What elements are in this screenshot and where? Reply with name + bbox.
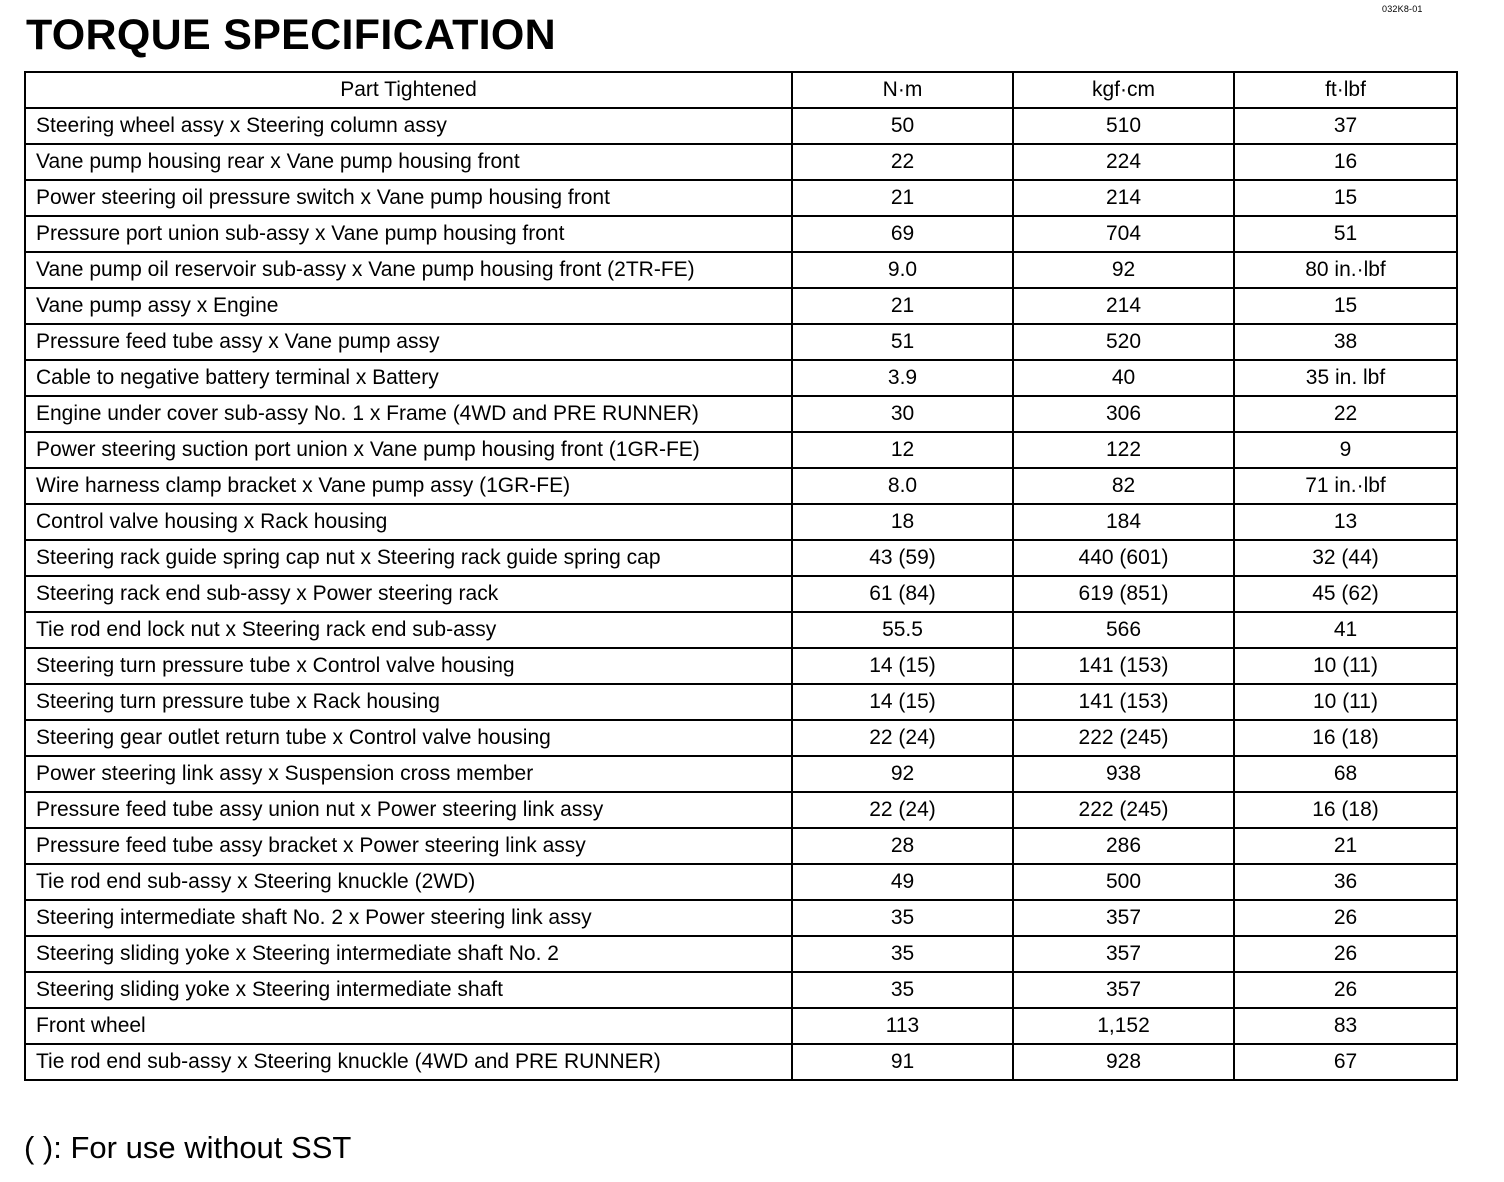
ft-lbf-cell: 38	[1234, 324, 1457, 360]
table-row	[25, 972, 1457, 1008]
kgf-cm-cell: 214	[1013, 288, 1234, 324]
table-row	[25, 756, 1457, 792]
nm-cell: 50	[792, 108, 1013, 144]
kgf-cm-cell: 40	[1013, 360, 1234, 396]
table-row	[25, 864, 1457, 900]
nm-cell: 21	[792, 180, 1013, 216]
ft-lbf-cell: 13	[1234, 504, 1457, 540]
part-tightened-cell: Tie rod end lock nut x Steering rack end sub-assy	[25, 612, 792, 648]
ft-lbf-cell: 67	[1234, 1044, 1457, 1080]
table-row	[25, 936, 1457, 972]
kgf-cm-cell: 224	[1013, 144, 1234, 180]
nm-cell: 91	[792, 1044, 1013, 1080]
ft-lbf-cell: 26	[1234, 936, 1457, 972]
part-tightened-cell: Steering sliding yoke x Steering intermediate shaft No. 2	[25, 936, 792, 972]
part-tightened-cell: Pressure feed tube assy bracket x Power steering link assy	[25, 828, 792, 864]
part-tightened-cell: Steering rack end sub-assy x Power steering rack	[25, 576, 792, 612]
table-row	[25, 396, 1457, 432]
part-tightened-cell: Power steering suction port union x Vane pump housing front (1GR-FE)	[25, 432, 792, 468]
table-body	[25, 108, 1457, 1080]
nm-cell: 113	[792, 1008, 1013, 1044]
kgf-cm-cell: 141 (153)	[1013, 648, 1234, 684]
part-tightened-cell: Steering turn pressure tube x Control valve housing	[25, 648, 792, 684]
nm-cell: 14 (15)	[792, 648, 1013, 684]
ft-lbf-cell: 10 (11)	[1234, 684, 1457, 720]
part-tightened-cell: Control valve housing x Rack housing	[25, 504, 792, 540]
part-tightened-cell: Tie rod end sub-assy x Steering knuckle (4WD and PRE RUNNER)	[25, 1044, 792, 1080]
part-tightened-cell: Pressure feed tube assy union nut x Power steering link assy	[25, 792, 792, 828]
kgf-cm-cell: 1,152	[1013, 1008, 1234, 1044]
table-row	[25, 360, 1457, 396]
table-row	[25, 684, 1457, 720]
kgf-cm-cell: 357	[1013, 900, 1234, 936]
ft-lbf-cell: 10 (11)	[1234, 648, 1457, 684]
ft-lbf-cell: 35 in. lbf	[1234, 360, 1457, 396]
nm-cell: 69	[792, 216, 1013, 252]
part-tightened-cell: Front wheel	[25, 1008, 792, 1044]
part-tightened-cell: Vane pump oil reservoir sub-assy x Vane pump housing front (2TR-FE)	[25, 252, 792, 288]
kgf-cm-cell: 122	[1013, 432, 1234, 468]
part-tightened-cell: Power steering link assy x Suspension cross member	[25, 756, 792, 792]
table-row	[25, 324, 1457, 360]
table-row	[25, 216, 1457, 252]
kgf-cm-cell: 440 (601)	[1013, 540, 1234, 576]
ft-lbf-cell: 68	[1234, 756, 1457, 792]
ft-lbf-cell: 15	[1234, 180, 1457, 216]
part-tightened-cell: Vane pump housing rear x Vane pump housing front	[25, 144, 792, 180]
part-tightened-cell: Wire harness clamp bracket x Vane pump assy (1GR-FE)	[25, 468, 792, 504]
header-part-tightened: Part Tightened	[25, 72, 792, 108]
table-row	[25, 540, 1457, 576]
table-row	[25, 1044, 1457, 1080]
table-row	[25, 288, 1457, 324]
nm-cell: 92	[792, 756, 1013, 792]
ft-lbf-cell: 26	[1234, 972, 1457, 1008]
header-kgf-cm: kgf·cm	[1013, 72, 1234, 108]
nm-cell: 22	[792, 144, 1013, 180]
kgf-cm-cell: 520	[1013, 324, 1234, 360]
ft-lbf-cell: 21	[1234, 828, 1457, 864]
table-row	[25, 612, 1457, 648]
table-row	[25, 792, 1457, 828]
nm-cell: 18	[792, 504, 1013, 540]
ft-lbf-cell: 15	[1234, 288, 1457, 324]
document-code: 032K8-01	[1382, 4, 1423, 14]
nm-cell: 43 (59)	[792, 540, 1013, 576]
nm-cell: 35	[792, 972, 1013, 1008]
nm-cell: 8.0	[792, 468, 1013, 504]
nm-cell: 28	[792, 828, 1013, 864]
part-tightened-cell: Steering rack guide spring cap nut x Steering rack guide spring cap	[25, 540, 792, 576]
kgf-cm-cell: 619 (851)	[1013, 576, 1234, 612]
table-row	[25, 468, 1457, 504]
nm-cell: 61 (84)	[792, 576, 1013, 612]
nm-cell: 14 (15)	[792, 684, 1013, 720]
ft-lbf-cell: 45 (62)	[1234, 576, 1457, 612]
nm-cell: 30	[792, 396, 1013, 432]
table-row	[25, 1008, 1457, 1044]
nm-cell: 12	[792, 432, 1013, 468]
kgf-cm-cell: 222 (245)	[1013, 720, 1234, 756]
part-tightened-cell: Pressure feed tube assy x Vane pump assy	[25, 324, 792, 360]
table-row	[25, 432, 1457, 468]
kgf-cm-cell: 222 (245)	[1013, 792, 1234, 828]
kgf-cm-cell: 82	[1013, 468, 1234, 504]
table-row	[25, 720, 1457, 756]
kgf-cm-cell: 357	[1013, 972, 1234, 1008]
kgf-cm-cell: 214	[1013, 180, 1234, 216]
part-tightened-cell: Vane pump assy x Engine	[25, 288, 792, 324]
ft-lbf-cell: 41	[1234, 612, 1457, 648]
ft-lbf-cell: 9	[1234, 432, 1457, 468]
table-row	[25, 252, 1457, 288]
ft-lbf-cell: 16 (18)	[1234, 720, 1457, 756]
part-tightened-cell: Steering wheel assy x Steering column assy	[25, 108, 792, 144]
header-ft-lbf: ft·lbf	[1234, 72, 1457, 108]
nm-cell: 9.0	[792, 252, 1013, 288]
part-tightened-cell: Power steering oil pressure switch x Vane pump housing front	[25, 180, 792, 216]
part-tightened-cell: Steering turn pressure tube x Rack housing	[25, 684, 792, 720]
ft-lbf-cell: 16	[1234, 144, 1457, 180]
part-tightened-cell: Cable to negative battery terminal x Battery	[25, 360, 792, 396]
ft-lbf-cell: 80 in.·lbf	[1234, 252, 1457, 288]
kgf-cm-cell: 306	[1013, 396, 1234, 432]
kgf-cm-cell: 928	[1013, 1044, 1234, 1080]
table-row	[25, 108, 1457, 144]
table-row	[25, 828, 1457, 864]
nm-cell: 35	[792, 936, 1013, 972]
nm-cell: 55.5	[792, 612, 1013, 648]
table-row	[25, 180, 1457, 216]
kgf-cm-cell: 92	[1013, 252, 1234, 288]
kgf-cm-cell: 286	[1013, 828, 1234, 864]
kgf-cm-cell: 938	[1013, 756, 1234, 792]
torque-specification-table	[24, 71, 1458, 1081]
nm-cell: 22 (24)	[792, 720, 1013, 756]
table-row	[25, 504, 1457, 540]
nm-cell: 51	[792, 324, 1013, 360]
kgf-cm-cell: 510	[1013, 108, 1234, 144]
part-tightened-cell: Tie rod end sub-assy x Steering knuckle (2WD)	[25, 864, 792, 900]
nm-cell: 22 (24)	[792, 792, 1013, 828]
table-row	[25, 576, 1457, 612]
ft-lbf-cell: 16 (18)	[1234, 792, 1457, 828]
kgf-cm-cell: 704	[1013, 216, 1234, 252]
nm-cell: 49	[792, 864, 1013, 900]
table-row	[25, 648, 1457, 684]
ft-lbf-cell: 83	[1234, 1008, 1457, 1044]
kgf-cm-cell: 357	[1013, 936, 1234, 972]
part-tightened-cell: Steering intermediate shaft No. 2 x Power steering link assy	[25, 900, 792, 936]
ft-lbf-cell: 71 in.·lbf	[1234, 468, 1457, 504]
part-tightened-cell: Pressure port union sub-assy x Vane pump housing front	[25, 216, 792, 252]
ft-lbf-cell: 26	[1234, 900, 1457, 936]
nm-cell: 3.9	[792, 360, 1013, 396]
table-row	[25, 144, 1457, 180]
kgf-cm-cell: 566	[1013, 612, 1234, 648]
ft-lbf-cell: 36	[1234, 864, 1457, 900]
ft-lbf-cell: 51	[1234, 216, 1457, 252]
header-nm: N·m	[792, 72, 1013, 108]
footnote: ( ): For use without SST	[24, 1130, 352, 1165]
part-tightened-cell: Steering gear outlet return tube x Control valve housing	[25, 720, 792, 756]
kgf-cm-cell: 184	[1013, 504, 1234, 540]
table-header-row	[25, 72, 1457, 108]
nm-cell: 21	[792, 288, 1013, 324]
part-tightened-cell: Steering sliding yoke x Steering intermediate shaft	[25, 972, 792, 1008]
ft-lbf-cell: 22	[1234, 396, 1457, 432]
table-row	[25, 900, 1457, 936]
ft-lbf-cell: 37	[1234, 108, 1457, 144]
nm-cell: 35	[792, 900, 1013, 936]
part-tightened-cell: Engine under cover sub-assy No. 1 x Frame (4WD and PRE RUNNER)	[25, 396, 792, 432]
ft-lbf-cell: 32 (44)	[1234, 540, 1457, 576]
page-title: TORQUE SPECIFICATION	[26, 11, 556, 59]
kgf-cm-cell: 141 (153)	[1013, 684, 1234, 720]
kgf-cm-cell: 500	[1013, 864, 1234, 900]
